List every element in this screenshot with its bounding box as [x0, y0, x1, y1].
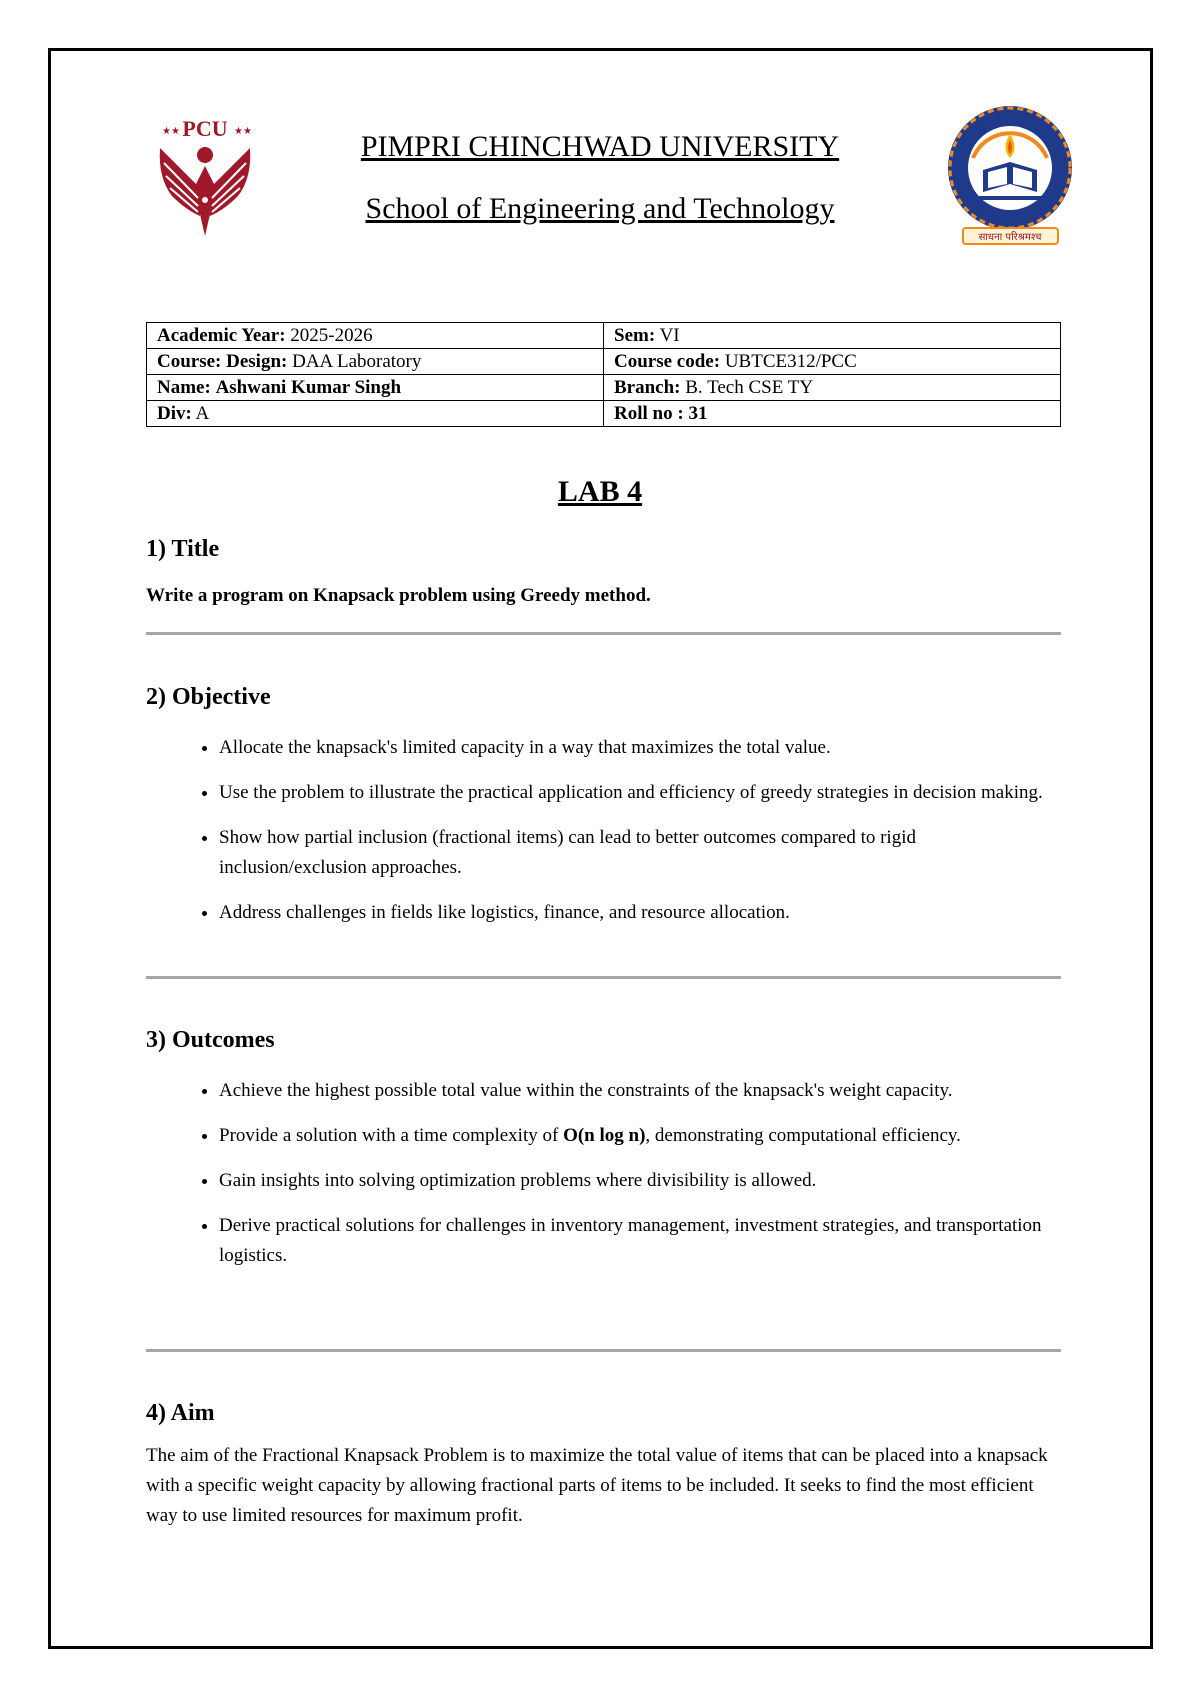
section-divider: [146, 632, 1061, 635]
aim-section: [146, 1400, 1061, 1531]
aim-text: The aim of the Fractional Knapsack Problem is to maximize the total value of items that can be placed into a knapsack with a specific weight capacity by allowing fractional parts of items to be included. It seeks to find the most efficient way to use limited resources for maximum profit.: [146, 1445, 1048, 1526]
complexity-text: O(n log n): [563, 1125, 646, 1146]
div-cell: [147, 401, 604, 427]
info-row: [147, 323, 1061, 349]
course-code-cell: [604, 349, 1061, 375]
outcome-text: Provide a solution with a time complexity of: [219, 1125, 564, 1146]
info-row: [147, 349, 1061, 375]
pcu-logo-text: PCU: [182, 118, 228, 141]
objective-list: [146, 733, 1061, 928]
university-name: PIMPRI CHINCHWAD UNIVERSITY: [360, 130, 840, 163]
objective-section: [146, 684, 1061, 943]
academic-year-label: Academic Year:: [157, 324, 286, 346]
course-code-value: UBTCE312/PCC: [724, 350, 857, 372]
school-name: School of Engineering and Technology: [365, 192, 835, 225]
div-value: A: [195, 402, 210, 424]
list-item: • Achieve the highest possible total value within the constraints of the knapsack's weight capacity.: [219, 1076, 1061, 1106]
section-divider: [146, 1349, 1061, 1352]
roll-label: Roll no :: [614, 402, 684, 424]
outcome-text-tail: , demonstrating computational efficiency.: [645, 1125, 961, 1146]
div-label: Div:: [157, 402, 192, 424]
academic-year-cell: [147, 323, 604, 349]
course-value: DAA Laboratory: [292, 350, 422, 372]
sem-label: Sem:: [614, 324, 656, 346]
section-divider: [146, 976, 1061, 979]
outcomes-heading: 3) Outcomes: [146, 1027, 275, 1053]
branch-label: Branch:: [614, 376, 681, 398]
sem-cell: [604, 323, 1061, 349]
title-text: Write a program on Knapsack problem using Greedy method.: [146, 585, 651, 606]
list-item: • Derive practical solutions for challenges in inventory management, investment strategies, and transportation logistics.: [219, 1211, 1061, 1271]
course-code-label: Course code:: [614, 350, 721, 372]
seal-caption: साधना परिश्रमश्च: [978, 232, 1042, 243]
course-cell: [147, 349, 604, 375]
aim-heading: 4) Aim: [146, 1400, 215, 1426]
list-item: • Use the problem to illustrate the practical application and efficiency of greedy strategies in decision making.: [219, 778, 1061, 808]
info-table: [146, 322, 1061, 427]
title-section: [146, 536, 1061, 607]
svg-text:★★: ★★: [162, 126, 180, 137]
university-seal-logo: [943, 100, 1078, 250]
list-item: • Address challenges in fields like logistics, finance, and resource allocation.: [219, 898, 1061, 928]
info-row: [147, 375, 1061, 401]
outcomes-list: [146, 1076, 1061, 1271]
objective-heading: 2) Objective: [146, 684, 271, 710]
roll-cell: [604, 401, 1061, 427]
list-item: • Show how partial inclusion (fractional items) can lead to better outcomes compared to rigid inclusion/exclusion approaches.: [219, 823, 1061, 883]
title-heading: 1) Title: [146, 536, 220, 562]
list-item: • Gain insights into solving optimization problems where divisibility is allowed.: [219, 1166, 1061, 1196]
branch-value: B. Tech CSE TY: [685, 376, 814, 398]
branch-cell: [604, 375, 1061, 401]
roll-value: 31: [688, 402, 708, 424]
name-label: Name:: [157, 376, 211, 398]
outcomes-section: [146, 1027, 1061, 1286]
sem-value: VI: [659, 324, 680, 346]
academic-year-value: 2025-2026: [290, 324, 373, 346]
list-item: [219, 1121, 1061, 1151]
svg-text:★★: ★★: [234, 126, 252, 137]
name-value: Ashwani Kumar Singh: [215, 376, 402, 398]
info-row: [147, 401, 1061, 427]
name-cell: [147, 375, 604, 401]
lab-title: LAB 4: [557, 475, 643, 508]
course-label: Course: Design:: [157, 350, 288, 372]
list-item: • Allocate the knapsack's limited capacity in a way that maximizes the total value.: [219, 733, 1061, 763]
